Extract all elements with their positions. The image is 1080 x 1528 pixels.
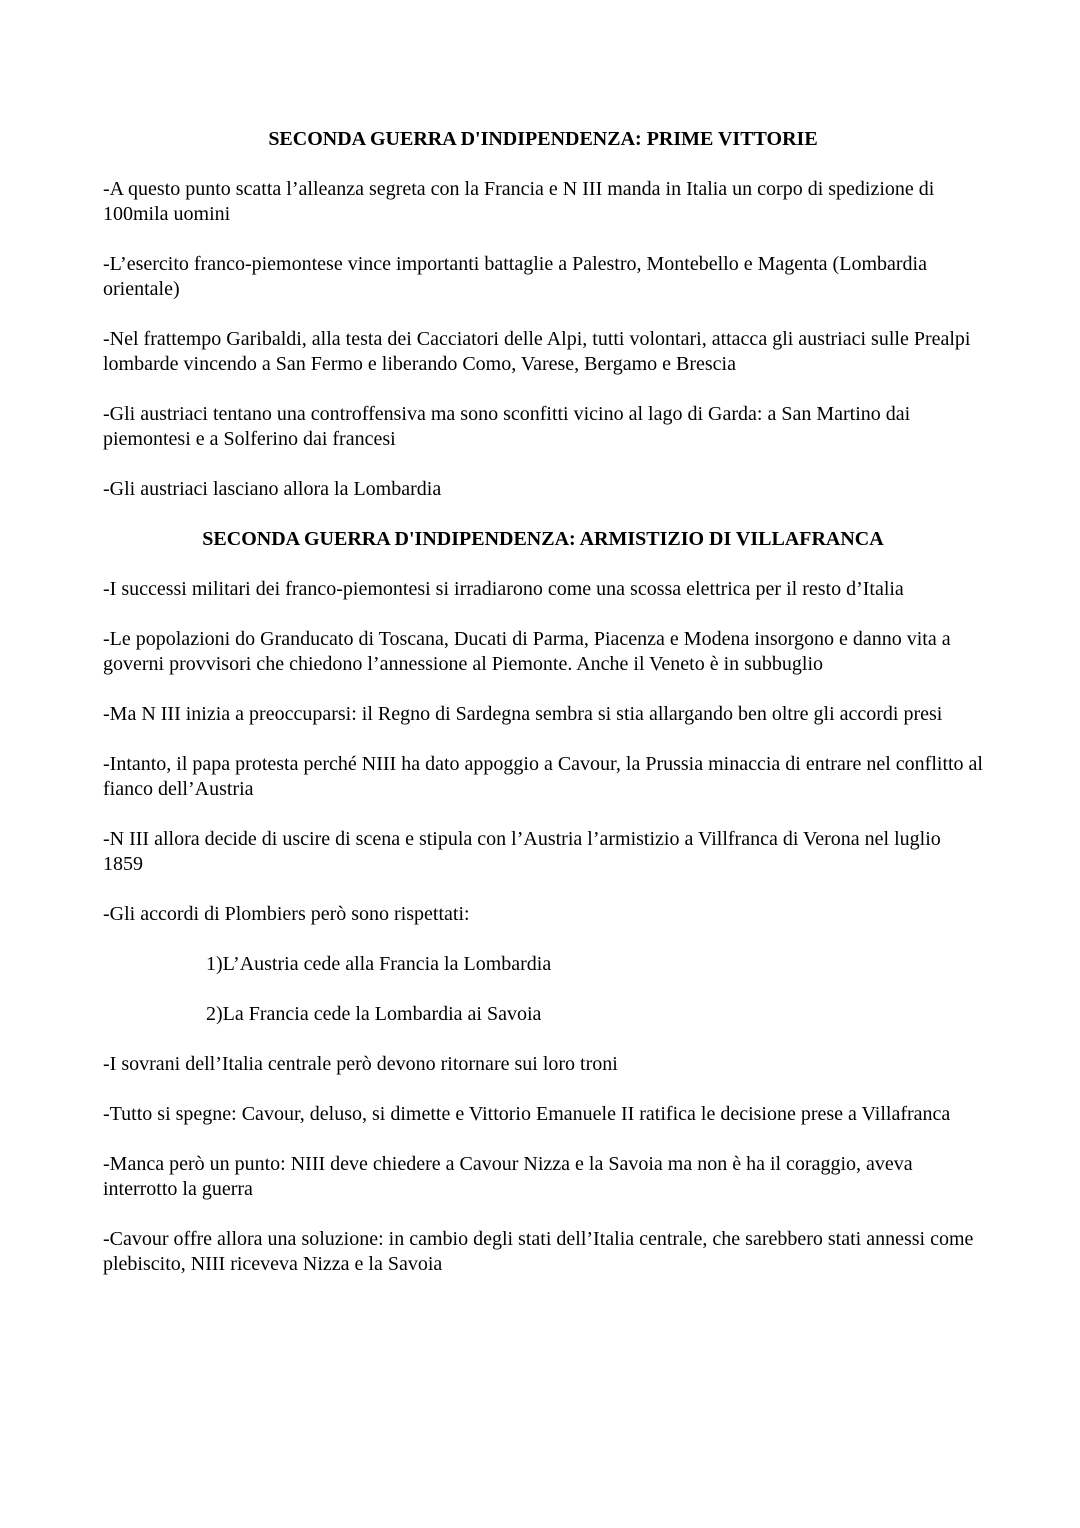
- paragraph: -Gli accordi di Plombiers però sono rispettati:: [103, 903, 470, 925]
- paragraph: -Intanto, il papa protesta perché NIII ha dato appoggio a Cavour, la Prussia minaccia di entrare nel conflitto al fianco dell’Austria: [103, 753, 983, 800]
- paragraph: -L’esercito franco-piemontese vince importanti battaglie a Palestro, Montebello e Magenta (Lombardia orientale): [103, 253, 927, 300]
- paragraph: -Le popolazioni do Granducato di Toscana, Ducati di Parma, Piacenza e Modena insorgono e danno vita a governi provvisori che chiedono l’annessione al Piemonte. Anche il Veneto è in subbuglio: [103, 628, 951, 675]
- list-item: 2)La Francia cede la Lombardia ai Savoia: [206, 1003, 542, 1025]
- paragraph: -Cavour offre allora una soluzione: in cambio degli stati dell’Italia centrale, che sarebbero stati annessi come plebiscito, NIII riceveva Nizza e la Savoia: [103, 1228, 974, 1275]
- paragraph: -Manca però un punto: NIII deve chiedere a Cavour Nizza e la Savoia ma non è ha il coraggio, aveva interrotto la guerra: [103, 1153, 913, 1200]
- list-item: 1)L’Austria cede alla Francia la Lombardia: [206, 953, 552, 975]
- paragraph: -A questo punto scatta l’alleanza segreta con la Francia e N III manda in Italia un corpo di spedizione di 100mila uomini: [103, 178, 935, 225]
- paragraph: -Tutto si spegne: Cavour, deluso, si dimette e Vittorio Emanuele II ratifica le decisione prese a Villafranca: [103, 1103, 951, 1125]
- paragraph: -Gli austriaci lasciano allora la Lombardia: [103, 478, 442, 500]
- paragraph: -Gli austriaci tentano una controffensiva ma sono sconfitti vicino al lago di Garda: a San Martino dai piemontesi e a Solferino dai francesi: [103, 403, 911, 450]
- section-heading-prime-vittorie: SECONDA GUERRA D'INDIPENDENZA: PRIME VITTORIE: [268, 128, 818, 150]
- paragraph: -Ma N III inizia a preoccuparsi: il Regno di Sardegna sembra si stia allargando ben oltre gli accordi presi: [103, 703, 943, 725]
- paragraph: -Nel frattempo Garibaldi, alla testa dei Cacciatori delle Alpi, tutti volontari, attacca gli austriaci sulle Prealpi lombarde vincendo a San Fermo e liberando Como, Varese, Bergamo e Brescia: [103, 328, 971, 375]
- paragraph: -N III allora decide di uscire di scena e stipula con l’Austria l’armistizio a Villfranca di Verona nel luglio 1859: [103, 828, 941, 875]
- document-body: [103, 127, 983, 1302]
- paragraph: -I sovrani dell’Italia centrale però devono ritornare sui loro troni: [103, 1053, 618, 1075]
- section-heading-armistizio-villafranca: SECONDA GUERRA D'INDIPENDENZA: ARMISTIZIO DI VILLAFRANCA: [202, 528, 884, 550]
- paragraph: -I successi militari dei franco-piemontesi si irradiarono come una scossa elettrica per il resto d’Italia: [103, 578, 904, 600]
